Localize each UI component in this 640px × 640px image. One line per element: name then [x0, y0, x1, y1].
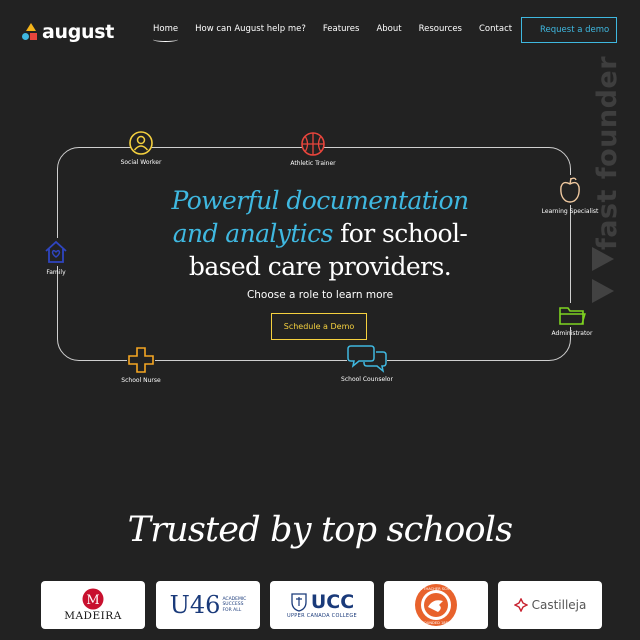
hero-title-highlight: and analytics [172, 219, 333, 248]
u46-name: U46 [169, 591, 221, 619]
role-learning-specialist[interactable] [525, 175, 615, 215]
u46-tagline: SUCCESS [222, 602, 244, 608]
madeira-name: MADEIRA [64, 610, 122, 622]
main-nav [153, 24, 529, 34]
hero-title-text: for school- [332, 219, 468, 248]
school-logo-madeira [41, 581, 145, 629]
u46-tagline: ACADEMIC [222, 596, 247, 602]
nav-home[interactable]: Home [153, 24, 179, 34]
castilleja-name: Castilleja [531, 598, 587, 612]
fast-founder-watermark: fast founder [592, 55, 623, 250]
school-logo-u46 [156, 581, 260, 629]
school-logo-ucc [270, 581, 374, 629]
madeira-crest-icon [82, 588, 104, 610]
thacher-founded: FOUNDED 1889 [421, 621, 451, 625]
basketball-icon [300, 131, 326, 157]
role-label: Athletic Trainer [290, 160, 336, 167]
role-family[interactable] [11, 238, 101, 276]
role-administrator[interactable] [527, 303, 617, 337]
role-school-nurse[interactable] [96, 346, 186, 384]
thacher-name: THE THACHER SCHOOL [415, 587, 457, 591]
nav-about[interactable]: About [376, 24, 402, 34]
folder-icon [557, 303, 587, 327]
apple-icon [557, 175, 583, 205]
hero-title-text: based care providers. [188, 252, 452, 281]
role-label: Administrator [551, 330, 593, 337]
chat-bubbles-icon [347, 343, 387, 373]
role-label: Family [46, 269, 66, 276]
school-logos [0, 581, 640, 629]
school-logo-thacher [384, 581, 488, 629]
schedule-demo-button[interactable]: Schedule a Demo [271, 313, 367, 340]
hero-title [120, 184, 520, 283]
castilleja-mark-icon [514, 598, 528, 612]
role-label: School Counselor [341, 376, 393, 383]
role-label: Learning Specialist [541, 208, 599, 215]
august-logo-mark [22, 23, 38, 41]
hero-subtitle: Choose a role to learn more [246, 289, 394, 301]
person-icon [128, 130, 154, 156]
nav-how-can-august-help[interactable]: How can August help me? [195, 24, 306, 34]
thacher-seal-icon [413, 582, 459, 628]
watermark-triangle-icon [592, 247, 614, 271]
ucc-name: UCC [310, 591, 355, 613]
role-social-worker[interactable] [96, 130, 186, 166]
august-logo[interactable] [22, 20, 114, 44]
request-demo-button[interactable]: Request a demo [521, 17, 617, 43]
medical-cross-icon [127, 346, 155, 374]
role-label: School Nurse [121, 377, 161, 384]
nav-contact[interactable]: Contact [479, 24, 513, 34]
brand-name: august [42, 21, 115, 43]
ucc-crest-icon [290, 592, 308, 612]
role-school-counselor[interactable] [322, 343, 412, 383]
site-header [0, 0, 640, 62]
trusted-heading: Trusted by top schools [127, 510, 513, 550]
house-icon [42, 238, 70, 266]
ucc-full-name: UPPER CANADA COLLEGE [287, 613, 357, 619]
school-logo-castilleja [498, 581, 602, 629]
madeira-mark: M [86, 593, 100, 608]
hero-title-highlight: Powerful documentation [171, 186, 469, 215]
nav-features[interactable]: Features [322, 24, 360, 34]
nav-resources[interactable]: Resources [418, 24, 462, 34]
watermark-triangle-icon [592, 279, 614, 303]
u46-tagline: FOR ALL [222, 607, 242, 613]
role-athletic-trainer[interactable] [268, 131, 358, 167]
role-label: Social Worker [120, 159, 162, 166]
